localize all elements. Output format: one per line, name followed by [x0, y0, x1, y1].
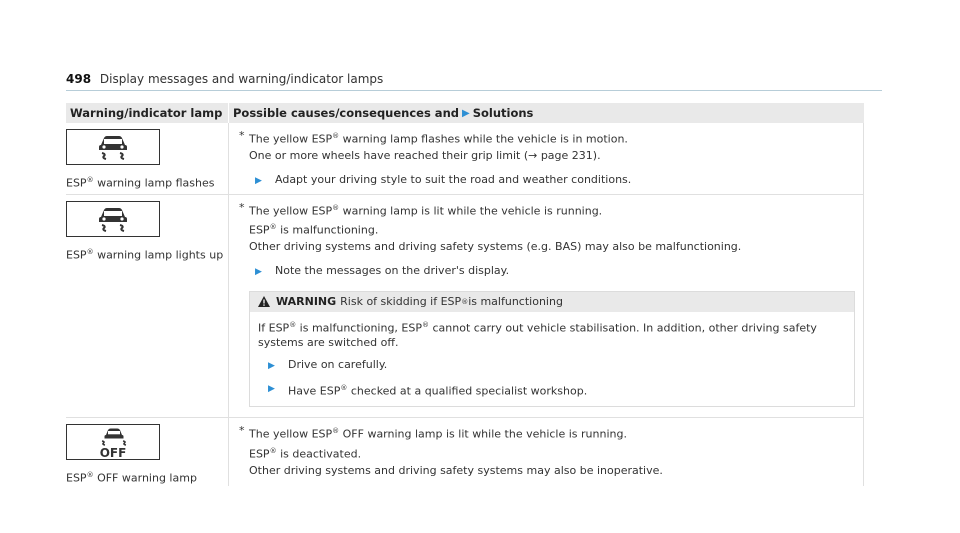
cause-text-a: The yellow ESP [249, 204, 333, 218]
warning-text [258, 318, 846, 350]
esp-skid-car-icon [66, 201, 160, 237]
lamp-label-esp: ESP [66, 248, 87, 262]
warning-action [258, 381, 846, 399]
solution-text: Adapt your driving style to suit the road and weather conditions. [275, 172, 632, 186]
warning-action-text-b: checked at a qualified specialist workshop. [347, 384, 588, 398]
registered-mark: ® [332, 203, 340, 212]
cause-detail: One or more wheels have reached their grip limit (→ page 231). [249, 148, 601, 162]
warning-text-c: cannot carry out vehicle stabilisation. In addition, other driving safety systems are switched off. [258, 321, 817, 349]
causes-cell [228, 418, 864, 486]
cause-text-b: warning lamp flashes while the vehicle is in motion. [339, 132, 628, 146]
table-row [66, 418, 864, 486]
warning-text-b: is malfunctioning, ESP [296, 321, 422, 335]
registered-mark: ® [421, 320, 429, 329]
bullet-triangle-icon: ▶ [255, 266, 262, 277]
cause-text-b: warning lamp is lit while the vehicle is running. [339, 204, 603, 218]
cause-text [249, 201, 741, 219]
footnote-star: * [239, 200, 245, 214]
registered-mark: ® [86, 247, 94, 256]
page-number: 498 [66, 72, 92, 86]
solution-text: Note the messages on the driver's display. [275, 263, 510, 277]
lamp-label [66, 245, 228, 263]
page-header [66, 72, 383, 86]
table-row [66, 195, 864, 419]
cause-detail [249, 444, 663, 462]
lamp-cell [66, 123, 228, 194]
bullet-triangle-icon: ▶ [255, 175, 262, 186]
warning-action-text: Drive on carefully. [288, 357, 388, 371]
warning-body [250, 312, 854, 406]
footnote-star: * [239, 424, 245, 438]
cause-detail-a: ESP [249, 447, 270, 461]
cause-text-b: OFF warning lamp is lit while the vehicle is running. [339, 427, 627, 441]
column-header-lamp: Warning/indicator lamp [70, 106, 223, 120]
registered-mark: ® [332, 427, 340, 436]
causes-cell [228, 195, 864, 418]
lamp-label [66, 173, 228, 191]
warning-title: WARNING [276, 295, 337, 309]
lamp-label [66, 468, 228, 486]
lamp-label-esp: ESP [66, 176, 87, 190]
page-title: Display messages and warning/indicator lamps [99, 72, 384, 86]
esp-off-icon-text: OFF [99, 446, 127, 459]
table-header [66, 103, 864, 123]
cause-detail-b: is deactivated. [276, 447, 362, 461]
footnote-star: * [239, 129, 245, 142]
causes-cell [228, 123, 864, 194]
bullet-triangle-icon: ▶ [268, 360, 275, 371]
cause-text-a: The yellow ESP [249, 427, 333, 441]
registered-mark: ® [289, 320, 297, 329]
warning-header [250, 292, 854, 312]
warning-subtitle-b: is malfunctioning [468, 295, 563, 309]
lamp-label-esp: ESP [66, 471, 87, 485]
lamp-cell [66, 195, 228, 418]
registered-mark: ® [86, 176, 94, 184]
lamp-cell [66, 418, 228, 486]
column-header-solutions-text: Solutions [472, 106, 534, 120]
solution-item [239, 173, 855, 188]
registered-mark: ® [269, 223, 277, 232]
solution-item [239, 264, 855, 279]
lamp-label-desc: warning lamp lights up [93, 248, 224, 262]
cause-text [249, 129, 628, 147]
registered-mark: ® [332, 132, 340, 140]
cause-text-a: The yellow ESP [249, 132, 333, 146]
lamp-label-desc: warning lamp flashes [93, 176, 215, 190]
warning-action [258, 358, 846, 373]
column-header-causes-text: Possible causes/consequences and [233, 106, 459, 120]
warning-box [249, 291, 855, 407]
registered-mark: ® [86, 471, 94, 480]
lamp-label-desc: OFF warning lamp [93, 471, 197, 485]
registered-mark: ® [269, 446, 277, 455]
warning-triangle-icon [258, 296, 270, 307]
warning-action-text-a: Have ESP [288, 384, 341, 398]
warning-action-text [288, 381, 587, 399]
warning-lamp-table [66, 103, 864, 486]
solution-arrow-icon: ▶ [462, 107, 470, 119]
esp-off-icon [66, 424, 160, 460]
warning-subtitle-a: Risk of skidding if ESP [340, 295, 462, 309]
cause-text [249, 424, 663, 442]
bullet-triangle-icon: ▶ [268, 383, 275, 394]
cause-extra: Other driving systems and driving safety systems (e.g. BAS) may also be malfunctioning. [249, 239, 742, 253]
cause-detail [249, 220, 741, 238]
header-divider [66, 90, 882, 91]
table-row [66, 123, 864, 195]
cause-detail-a: ESP [249, 223, 270, 237]
cause-extra: Other driving systems and driving safety systems may also be inoperative. [249, 463, 663, 477]
esp-skid-car-icon [66, 129, 160, 165]
registered-mark: ® [340, 383, 348, 392]
column-header-causes [228, 103, 864, 123]
cause-detail-b: is malfunctioning. [276, 223, 379, 237]
registered-mark: ® [461, 297, 469, 306]
warning-text-a: If ESP [258, 321, 290, 335]
